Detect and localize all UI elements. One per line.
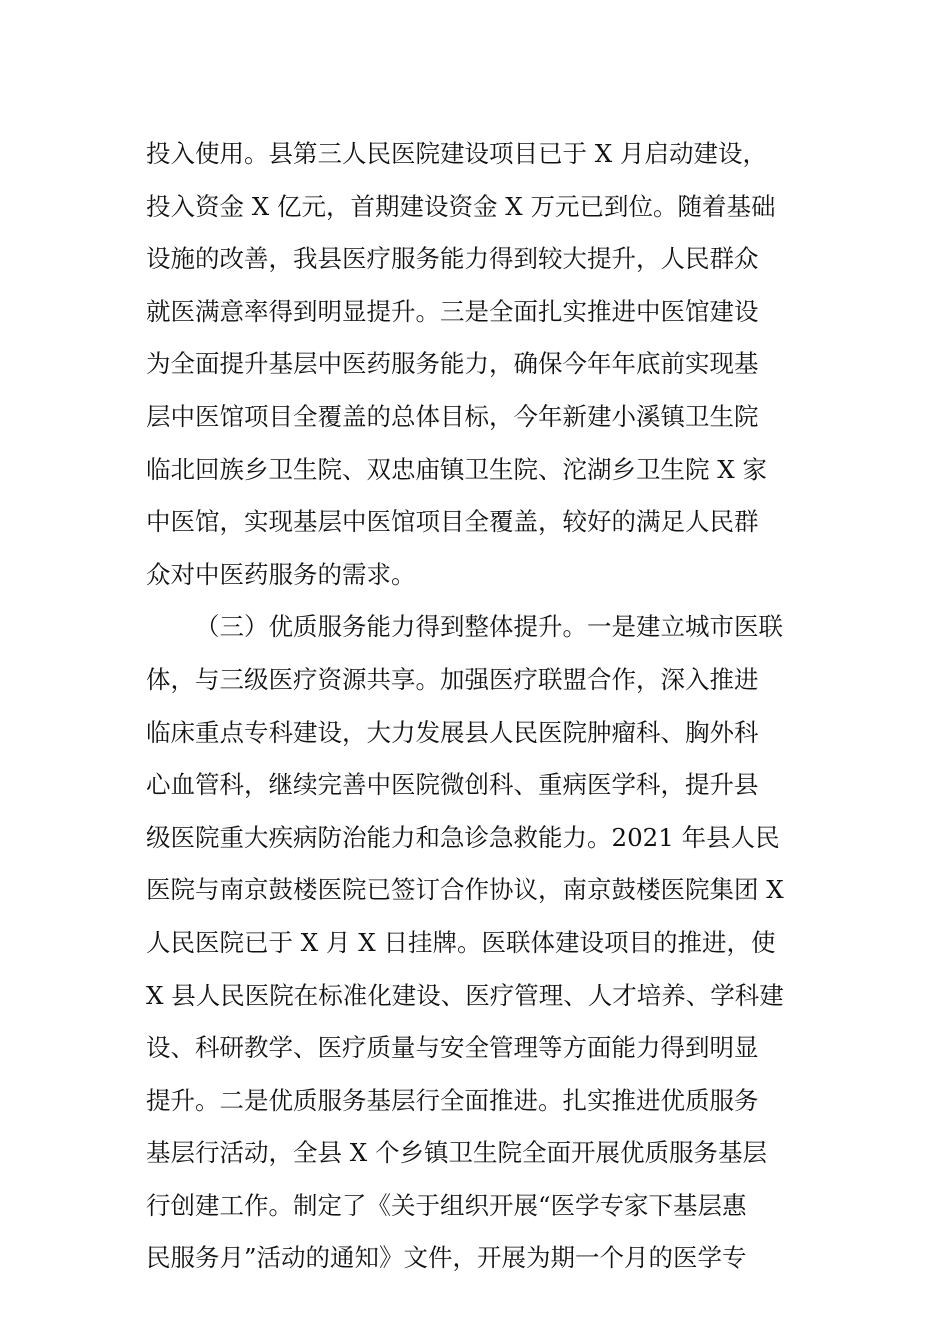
text-line: 就医满意率得到明显提升。三是全面扎实推进中医馆建设 [146,296,759,326]
text-line: 级医院重大疾病防治能力和急诊急救能力。2021 年县人民 [146,822,780,852]
text-line: 行创建工作。制定了《关于组织开展“医学专家下基层惠 [146,1190,747,1220]
text-line: 临北回族乡卫生院、双忠庙镇卫生院、沱湖乡卫生院 X 家 [146,454,768,484]
text-line: 民服务月”活动的通知》文件，开展为期一个月的医学专 [146,1243,747,1273]
text-line: 中医馆，实现基层中医馆项目全覆盖，较好的满足人民群 [146,507,759,537]
text-line: 体，与三级医疗资源共享。加强医疗联盟合作，深入推进 [146,664,759,694]
text-line: 临床重点专科建设，大力发展县人民医院肿瘤科、胸外科 [146,717,759,747]
text-line: X 县人民医院在标准化建设、医疗管理、人才培养、学科建 [146,980,784,1010]
paragraph-heading: （三）优质服务能力得到整体提升。一是建立城市医联 [195,612,783,642]
text-line: 层中医馆项目全覆盖的总体目标，今年新建小溪镇卫生院 [146,401,759,431]
text-line: 投入使用。县第三人民医院建设项目已于 X 月启动建设， [146,139,768,168]
text-line: 投入资金 X 亿元，首期建设资金 X 万元已到位。随着基础 [146,191,776,221]
text-line: 心血管科，继续完善中医院微创科、重病医学科，提升县 [146,770,759,800]
text-line: 设施的改善，我县医疗服务能力得到较大提升，人民群众 [146,244,759,274]
text-line: 基层行活动，全县 X 个乡镇卫生院全面开展优质服务基层 [146,1138,768,1168]
text-line: 医院与南京鼓楼医院已签订合作协议，南京鼓楼医院集团 X [146,875,784,905]
body-text [146,128,816,1285]
text-line: 设、科研教学、医疗质量与安全管理等方面能力得到明显 [146,1033,759,1063]
text-line: 众对中医药服务的需求。 [146,559,416,589]
text-line: 为全面提升基层中医药服务能力，确保今年年底前实现基 [146,349,759,379]
text-line: 人民医院已于 X 月 X 日挂牌。医联体建设项目的推进，使 [146,927,776,957]
text-line: 提升。二是优质服务基层行全面推进。扎实推进优质服务 [146,1085,759,1115]
